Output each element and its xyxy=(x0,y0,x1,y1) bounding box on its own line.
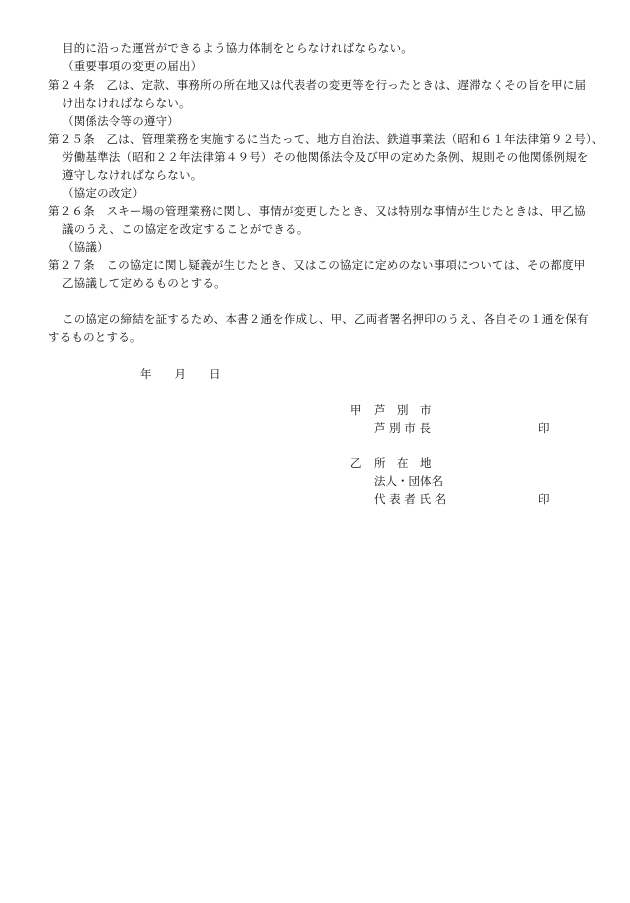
party-b-address: 所 在 地 xyxy=(374,456,432,470)
section-heading: （重要事項の変更の届出） xyxy=(62,59,203,73)
article-27: 第２７条 この協定に関し疑義が生じたとき、又はこの協定に定めのない事項については、その都度甲 xyxy=(48,258,586,272)
party-a-signer: 芦 別 市 長 xyxy=(374,421,431,435)
seal-mark: 印 xyxy=(538,421,550,435)
party-b-org: 法人・団体名 xyxy=(374,474,443,488)
closing-paragraph: この協定の締結を証するため、本書２通を作成し、甲、乙両者署名押印のうえ、各自その１通を保有 xyxy=(62,312,589,326)
article-26: 第２６条 スキー場の管理業務に関し、事情が変更したとき、又は特別な事情が生じたときは、甲乙協 xyxy=(48,204,586,218)
seal-mark: 印 xyxy=(538,492,550,506)
article-24: 第２４条 乙は、定款、事務所の所在地又は代表者の変更等を行ったときは、遅滞なくその旨を甲に届 xyxy=(48,78,587,92)
paragraph-line: 遵守しなければならない。 xyxy=(62,168,203,182)
party-b-label: 乙 xyxy=(350,456,362,470)
section-heading: （協議） xyxy=(62,240,109,254)
article-25: 第２５条 乙は、管理業務を実施するに当たって、地方自治法、鉄道事業法（昭和６１年法律第９２号）、 xyxy=(48,132,604,146)
paragraph-line: け出なければならない。 xyxy=(62,96,191,110)
date-line: 年 月 日 xyxy=(140,367,221,381)
party-a-label: 甲 xyxy=(350,403,362,417)
paragraph-line: 目的に沿った運営ができるよう協力体制をとらなければならない。 xyxy=(62,41,413,55)
party-a-address: 芦 別 市 xyxy=(374,403,432,417)
section-heading: （関係法令等の遵守） xyxy=(62,114,179,128)
paragraph-line: 労働基準法（昭和２２年法律第４９号）その他関係法令及び甲の定めた条例、規則その他関係例規を xyxy=(62,150,589,164)
closing-paragraph: するものとする。 xyxy=(48,330,142,344)
party-b-signer: 代 表 者 氏 名 xyxy=(374,492,447,506)
section-heading: （協定の改定） xyxy=(62,186,144,200)
paragraph-line: 乙協議して定めるものとする。 xyxy=(62,276,226,290)
paragraph-line: 議のうえ、この協定を改定することができる。 xyxy=(62,222,309,236)
